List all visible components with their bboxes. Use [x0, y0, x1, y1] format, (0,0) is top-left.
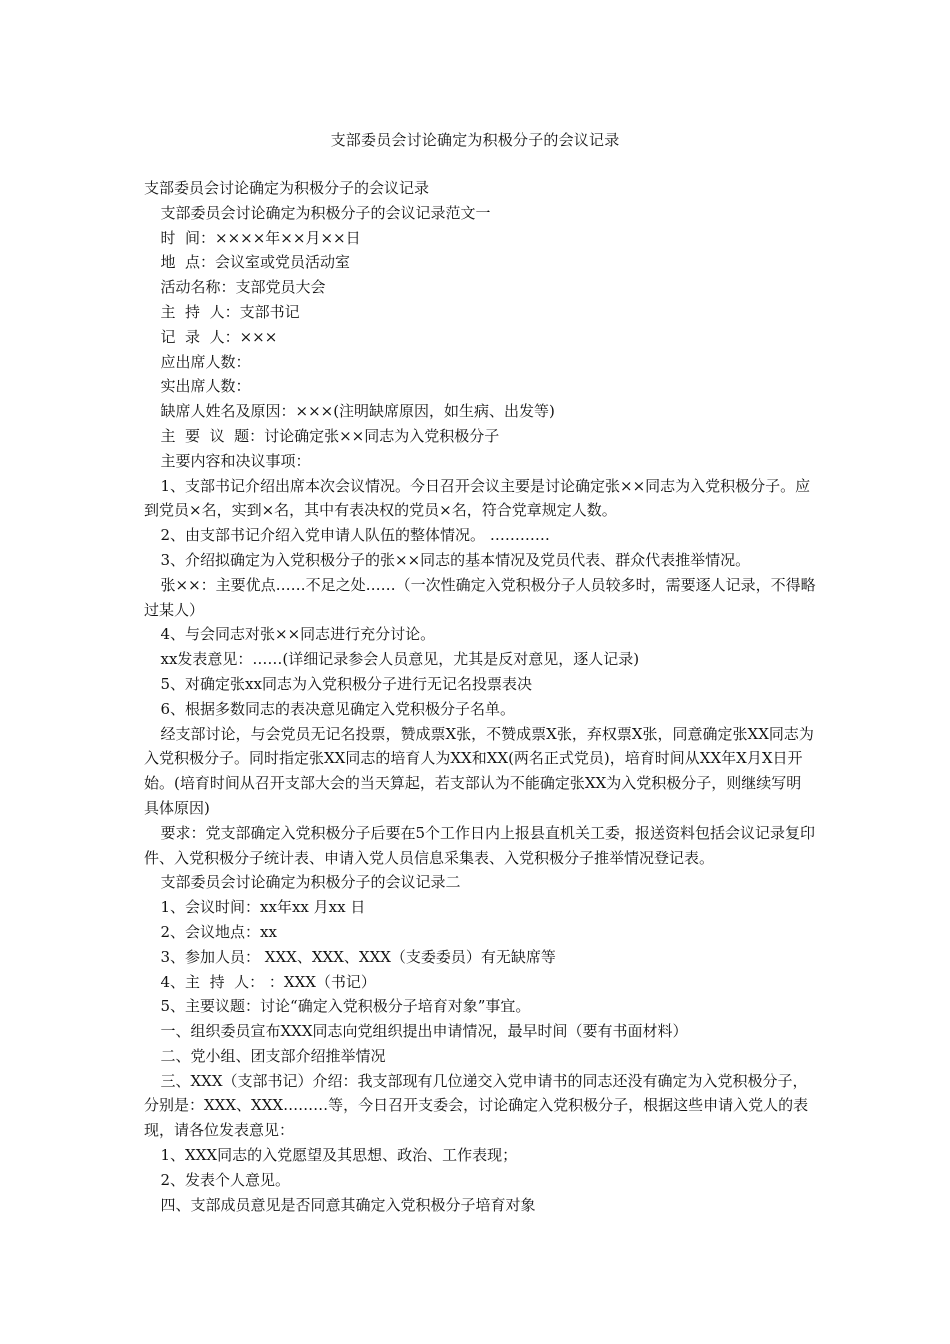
paragraph-7: 应出席人数： — [160, 352, 251, 371]
paragraph-26: 4、主 持 人： ：XXX（书记） — [160, 972, 376, 991]
paragraph-27: 5、主要议题：讨论“确定入党积极分子培育对象”事宜。 — [160, 997, 531, 1016]
paragraph-28: 一、组织委员宣布XXX同志向党组织提出申请情况，最早时间（要有书面材料） — [160, 1022, 688, 1041]
paragraph-14: 3、介绍拟确定为入党积极分子的张××同志的基本情况及党员代表、群众代表推举情况。 — [160, 550, 751, 569]
paragraph-12: 1、支部书记介绍出席本次会议情况。今日召开会议主要是讨论确定张××同志为入党积极分子。应到党员×名，实到×名，其中有表决权的党员×名，符合党章规定人数。 — [144, 476, 811, 520]
paragraph-23: 1、会议时间：xx年xx 月xx 日 — [160, 898, 366, 917]
paragraph-19: 6、根据多数同志的表决意见确定入党积极分子名单。 — [160, 699, 516, 718]
paragraph-9: 缺席人姓名及原因：×××(注明缺席原因，如生病、出发等) — [160, 402, 555, 421]
paragraph-10: 主 要 议 题：讨论确定张××同志为入党积极分子 — [160, 426, 500, 445]
paragraph-16: 4、与会同志对张××同志进行充分讨论。 — [160, 625, 436, 644]
paragraph-22: 支部委员会讨论确定为积极分子的会议记录二 — [160, 873, 461, 892]
paragraph-33: 四、支部成员意见是否同意其确定入党积极分子培育对象 — [160, 1195, 536, 1214]
paragraph-2: 时 间：××××年××月××日 — [160, 228, 361, 247]
paragraph-21: 要求：党支部确定入党积极分子后要在5个工作日内上报县直机关工委，报送资料包括会议记录复印件、入党积极分子统计表、申请入党人员信息采集表、入党积极分子推举情况登记表。 — [144, 823, 816, 867]
paragraph-17: xx发表意见：……(详细记录参会人员意见，尤其是反对意见，逐人记录) — [160, 650, 640, 669]
paragraph-25: 3、参加人员： XXX、XXX、XXX（支委委员）有无缺席等 — [160, 947, 556, 966]
page-title: 支部委员会讨论确定为积极分子的会议记录 — [330, 131, 620, 149]
paragraph-29: 二、党小组、团支部介绍推举情况 — [160, 1046, 386, 1065]
paragraph-3: 地 点：会议室或党员活动室 — [160, 253, 351, 272]
paragraph-5: 主 持 人：支部书记 — [160, 302, 300, 321]
paragraph-11: 主要内容和决议事项： — [160, 451, 311, 470]
document-body — [144, 176, 816, 1217]
paragraph-32: 2、发表个人意见。 — [160, 1170, 291, 1189]
paragraph-31: 1、XXX同志的入党愿望及其思想、政治、工作表现； — [160, 1146, 518, 1165]
paragraph-6: 记 录 人：××× — [160, 327, 278, 346]
paragraph-20: 经支部讨论，与会党员无记名投票，赞成票X张，不赞成票X张，弃权票X张，同意确定张XX同志为入党积极分子。同时指定张XX同志的培育人为XX和XX(两名正式党员)，培育时间从XX年X月X日开始。(培育时间从召开支部大会的当天算起，若支部认为不能确定张XX为入党积极分子，则继续写明具体原因) — [144, 724, 814, 817]
paragraph-30: 三、XXX（支部书记）介绍：我支部现有几位递交入党申请书的同志还没有确定为入党积极分子，分别是：XXX、XXX………等，今日召开支委会，讨论确定入党积极分子，根据这些申请入党人的表现，请各位发表意见： — [144, 1071, 809, 1140]
paragraph-18: 5、对确定张xx同志为入党积极分子进行无记名投票表决 — [160, 674, 532, 693]
paragraph-0: 支部委员会讨论确定为积极分子的会议记录 — [144, 179, 430, 197]
paragraph-24: 2、会议地点：xx — [160, 922, 277, 941]
paragraph-4: 活动名称：支部党员大会 — [160, 278, 326, 297]
paragraph-13: 2、由支部书记介绍入党申请人队伍的整体情况。 ………… — [160, 526, 550, 545]
paragraph-15: 张××：主要优点……不足之处……（一次性确定入党积极分子人员较多时，需要逐人记录，不得略过某人） — [144, 575, 816, 619]
paragraph-1: 支部委员会讨论确定为积极分子的会议记录范文一 — [160, 203, 491, 222]
paragraph-8: 实出席人数： — [160, 377, 251, 396]
